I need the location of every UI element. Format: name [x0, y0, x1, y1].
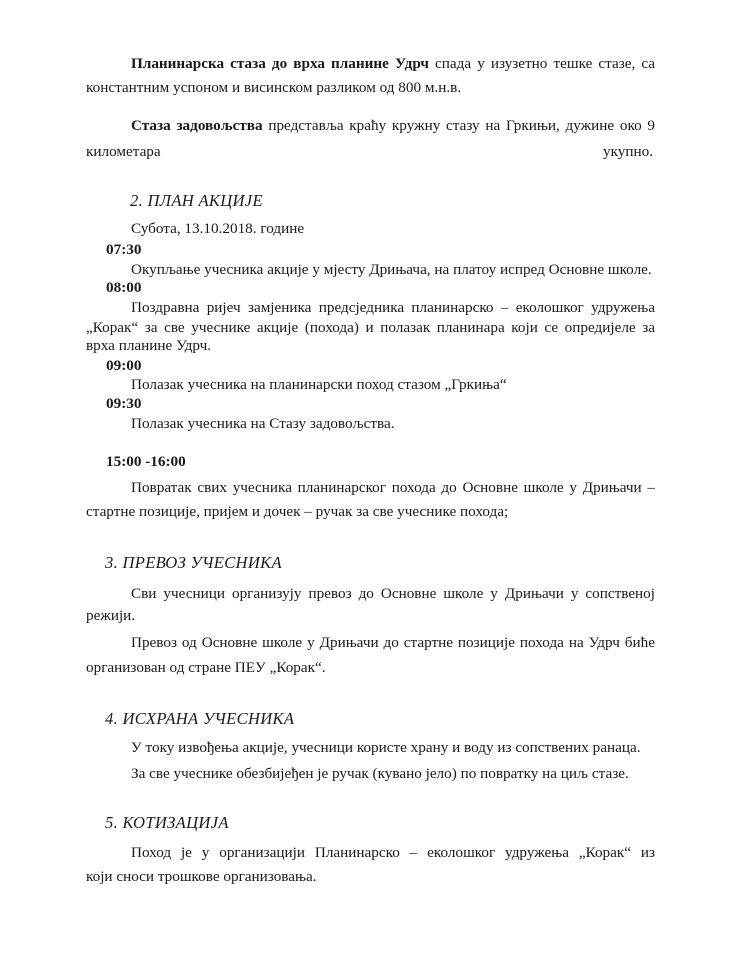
transport-paragraph-2-line-1: Превоз од Основне школе у Дрињачи до стартне позиције похода на Удрч биће: [131, 634, 655, 651]
schedule-text-0800-line-3: врха планине Удрч.: [86, 337, 212, 354]
intro-paragraph-2-line-2-left: километара: [86, 143, 161, 160]
schedule-time-0930: 09:30: [106, 395, 142, 412]
intro-trail-name-bold: Планинарска стаза до врха планине Удрч: [131, 55, 429, 72]
intro-pleasure-trail-bold: Стаза задовољства: [131, 117, 263, 134]
schedule-text-0730: Окупљање учесника акције у мјесту Дрињача, на платоу испред Основне школе.: [131, 261, 652, 278]
schedule-text-0800-line-2: „Корак“ за све учеснике акције (похода) и полазак планинара који се опредијеле за: [86, 319, 655, 336]
intro-paragraph-2-text: представља краћу кружну стазу на Гркињи, дужине око 9: [262, 117, 655, 134]
transport-paragraph-2-line-2: организован од стране ПЕУ „Корак“.: [86, 659, 326, 676]
food-line-1: У току извођења акције, учесници користе храну и воду из сопствених ранаца.: [131, 739, 641, 756]
intro-paragraph-2-line-1: [131, 116, 655, 136]
schedule-text-0800-line-1: Поздравна ријеч замјеника предсједника планинарско – еколошког удружења: [131, 299, 655, 316]
schedule-text-0900: Полазак учесника на планинарски поход стазом „Гркиња“: [131, 376, 507, 393]
intro-paragraph-1-line-2: константним успоном и висинском разликом од 800 м.н.в.: [86, 79, 462, 96]
intro-paragraph-2-line-2-right: укупно.: [603, 143, 653, 160]
fee-line-2: који сноси трошкове организовања.: [86, 868, 317, 885]
intro-paragraph-1-text: спада у изузетно тешке стазе, са: [428, 55, 655, 72]
section-5-heading: 5. КОТИЗАЦИЈА: [105, 813, 229, 832]
transport-paragraph-1-line-2: режији.: [86, 607, 136, 624]
schedule-time-0730: 07:30: [106, 241, 142, 258]
schedule-time-0900: 09:00: [106, 357, 142, 374]
section-2-heading: 2. ПЛАН АКЦИЈЕ: [130, 191, 263, 210]
food-line-2: За све учеснике обезбијеђен је ручак (кувано јело) по повратку на циљ стазе.: [131, 765, 629, 782]
schedule-text-0930: Полазак учесника на Стазу задовољства.: [131, 415, 395, 432]
fee-line-1: Поход је у организацији Планинарско – еколошког удружења „Корак“ из: [131, 844, 655, 861]
schedule-time-1500-1600: 15:00 -16:00: [106, 453, 186, 470]
section-3-heading: 3. ПРЕВОЗ УЧЕСНИКА: [105, 553, 282, 572]
plan-date: Субота, 13.10.2018. године: [131, 220, 305, 237]
section-4-heading: 4. ИСХРАНА УЧЕСНИКА: [105, 709, 295, 728]
schedule-text-1500-line-2: стартне позиције, пријем и дочек – ручак за све учеснике похода;: [86, 503, 509, 520]
intro-paragraph-1-line-1: [131, 54, 655, 74]
schedule-time-0800: 08:00: [106, 279, 142, 296]
transport-paragraph-1-line-1: Сви учесници организују превоз до Основне школе у Дрињачи у сопственој: [131, 585, 655, 602]
schedule-text-1500-line-1: Повратак свих учесника планинарског похода до Основне школе у Дрињачи –: [131, 479, 655, 496]
